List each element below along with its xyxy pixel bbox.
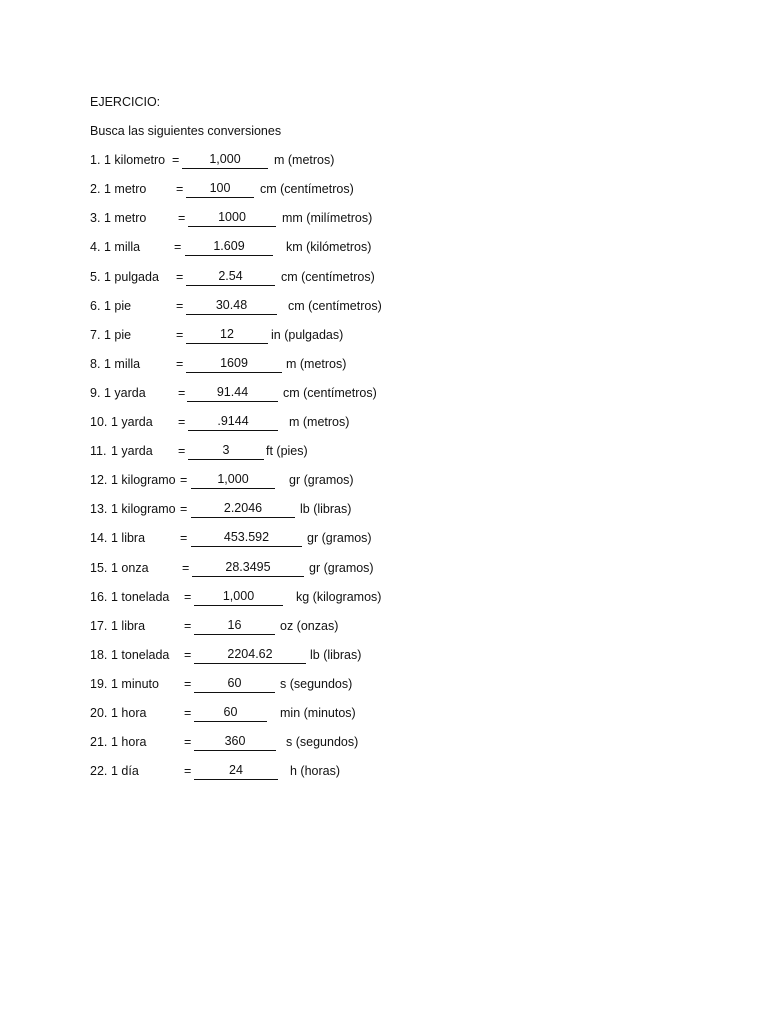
conversion-row bbox=[90, 733, 710, 751]
document-content bbox=[90, 93, 710, 791]
exercise-instruction: Busca las siguientes conversiones bbox=[90, 124, 282, 139]
equals-sign: = bbox=[178, 385, 186, 400]
row-number: 19. bbox=[90, 676, 108, 691]
equals-sign: = bbox=[182, 560, 190, 575]
target-unit: lb (libras) bbox=[310, 647, 362, 662]
answer-blank bbox=[191, 500, 295, 518]
row-number: 6. bbox=[90, 298, 101, 313]
target-unit: oz (onzas) bbox=[280, 618, 339, 633]
source-unit: 1 onza bbox=[111, 560, 149, 575]
row-number: 21. bbox=[90, 735, 108, 750]
equals-sign: = bbox=[184, 676, 192, 691]
conversion-row bbox=[90, 617, 710, 635]
equals-sign: = bbox=[180, 531, 188, 546]
equals-sign: = bbox=[176, 298, 184, 313]
row-number: 7. bbox=[90, 327, 101, 342]
target-unit: gr (gramos) bbox=[289, 473, 354, 488]
row-number: 18. bbox=[90, 647, 108, 662]
answer-value: 28.3495 bbox=[225, 559, 271, 574]
conversion-row bbox=[90, 413, 710, 431]
answer-value: 1609 bbox=[220, 355, 248, 370]
answer-value: .9144 bbox=[217, 414, 249, 429]
equals-sign: = bbox=[176, 327, 184, 342]
conversion-row bbox=[90, 646, 710, 664]
equals-sign: = bbox=[184, 647, 192, 662]
source-unit: 1 pulgada bbox=[104, 269, 159, 284]
target-unit: h (horas) bbox=[290, 764, 341, 779]
source-unit: 1 libra bbox=[111, 618, 146, 633]
row-number: 22. bbox=[90, 764, 108, 779]
target-unit: cm (centímetros) bbox=[281, 269, 375, 284]
equals-sign: = bbox=[184, 589, 192, 604]
target-unit: in (pulgadas) bbox=[271, 327, 344, 342]
source-unit: 1 kilometro bbox=[104, 153, 166, 168]
conversion-row bbox=[90, 151, 710, 169]
answer-blank bbox=[188, 442, 264, 460]
source-unit: 1 kilogramo bbox=[111, 473, 176, 488]
answer-blank bbox=[186, 268, 275, 286]
answer-value: 100 bbox=[209, 181, 231, 196]
target-unit: mm (milímetros) bbox=[282, 211, 373, 226]
answer-value: 1.609 bbox=[213, 239, 245, 254]
source-unit: 1 yarda bbox=[111, 444, 153, 459]
answer-blank bbox=[188, 209, 276, 227]
source-unit: 1 milla bbox=[104, 240, 141, 255]
answer-blank bbox=[194, 733, 276, 751]
answer-blank bbox=[192, 559, 304, 577]
exercise-title: EJERCICIO: bbox=[90, 95, 161, 109]
source-unit: 1 hora bbox=[111, 735, 147, 750]
source-unit: 1 tonelada bbox=[111, 589, 170, 604]
equals-sign: = bbox=[178, 444, 186, 459]
conversion-row bbox=[90, 326, 710, 344]
row-number: 3. bbox=[90, 211, 101, 226]
target-unit: lb (libras) bbox=[300, 502, 352, 517]
source-unit: 1 hora bbox=[111, 705, 147, 720]
answer-value: 12 bbox=[220, 326, 234, 341]
target-unit: cm (centímetros) bbox=[283, 385, 377, 400]
equals-sign: = bbox=[184, 705, 192, 720]
answer-value: 2.54 bbox=[218, 268, 243, 283]
row-number: 10. bbox=[90, 415, 108, 430]
row-number: 1. bbox=[90, 153, 101, 168]
equals-sign: = bbox=[178, 211, 186, 226]
source-unit: 1 libra bbox=[111, 531, 146, 546]
answer-blank bbox=[186, 355, 282, 373]
source-unit: 1 minuto bbox=[111, 676, 159, 691]
row-number: 4. bbox=[90, 240, 101, 255]
answer-value: 30.48 bbox=[215, 297, 248, 312]
answer-value: 1,000 bbox=[209, 152, 241, 167]
conversion-row bbox=[90, 355, 710, 373]
row-number: 2. bbox=[90, 182, 101, 197]
answer-blank bbox=[194, 762, 278, 780]
answer-blank bbox=[186, 326, 268, 344]
conversion-row bbox=[90, 559, 710, 577]
answer-value: 1,000 bbox=[222, 588, 255, 603]
equals-sign: = bbox=[174, 240, 182, 255]
answer-value: 360 bbox=[224, 734, 246, 749]
target-unit: ft (pies) bbox=[266, 444, 308, 459]
target-unit: s (segundos) bbox=[286, 735, 359, 750]
answer-blank bbox=[191, 529, 302, 547]
answer-blank bbox=[194, 646, 306, 664]
equals-sign: = bbox=[176, 356, 184, 371]
answer-value: 1000 bbox=[218, 210, 246, 225]
equals-sign: = bbox=[172, 153, 180, 168]
answer-value: 453.592 bbox=[223, 530, 270, 545]
conversion-row bbox=[90, 471, 710, 489]
conversion-row bbox=[90, 588, 710, 606]
answer-blank bbox=[191, 471, 275, 489]
source-unit: 1 pie bbox=[104, 327, 132, 342]
equals-sign: = bbox=[178, 415, 186, 430]
answer-blank bbox=[188, 413, 278, 431]
row-number: 15. bbox=[90, 560, 108, 575]
row-number: 9. bbox=[90, 385, 101, 400]
source-unit: 1 metro bbox=[104, 211, 147, 226]
answer-value: 3 bbox=[222, 443, 230, 458]
source-unit: 1 pie bbox=[104, 298, 132, 313]
conversion-row bbox=[90, 675, 710, 693]
row-number: 14. bbox=[90, 531, 108, 546]
conversion-row bbox=[90, 238, 710, 256]
conversion-row bbox=[90, 442, 710, 460]
equals-sign: = bbox=[184, 618, 192, 633]
target-unit: min (minutos) bbox=[280, 705, 356, 720]
target-unit: m (metros) bbox=[289, 415, 350, 430]
conversion-row bbox=[90, 297, 710, 315]
answer-blank bbox=[186, 180, 254, 198]
answer-value: 60 bbox=[223, 704, 238, 719]
target-unit: gr (gramos) bbox=[307, 531, 372, 546]
conversion-list bbox=[90, 151, 710, 780]
equals-sign: = bbox=[176, 269, 184, 284]
source-unit: 1 yarda bbox=[104, 385, 146, 400]
row-number: 8. bbox=[90, 356, 101, 371]
answer-value: 16 bbox=[227, 617, 242, 632]
source-unit: 1 kilogramo bbox=[111, 502, 176, 517]
source-unit: 1 yarda bbox=[111, 415, 153, 430]
target-unit: cm (centímetros) bbox=[260, 182, 354, 197]
conversion-row bbox=[90, 384, 710, 402]
conversion-row bbox=[90, 268, 710, 286]
target-unit: s (segundos) bbox=[280, 676, 353, 691]
answer-blank bbox=[194, 617, 275, 635]
row-number: 16. bbox=[90, 589, 108, 604]
conversion-row bbox=[90, 500, 710, 518]
source-unit: 1 día bbox=[111, 764, 139, 779]
target-unit: km (kilómetros) bbox=[286, 240, 372, 255]
conversion-row bbox=[90, 762, 710, 780]
answer-value: 24 bbox=[229, 763, 243, 778]
answer-blank bbox=[194, 704, 267, 722]
equals-sign: = bbox=[180, 473, 188, 488]
row-number: 11. bbox=[90, 444, 107, 459]
row-number: 13. bbox=[90, 502, 108, 517]
answer-value: 60 bbox=[227, 675, 242, 690]
answer-blank bbox=[182, 151, 268, 169]
target-unit: m (metros) bbox=[286, 356, 347, 371]
conversion-row bbox=[90, 209, 710, 227]
conversion-row bbox=[90, 180, 710, 198]
source-unit: 1 milla bbox=[104, 356, 141, 371]
answer-blank bbox=[194, 675, 275, 693]
answer-blank bbox=[185, 238, 273, 256]
source-unit: 1 metro bbox=[104, 182, 147, 197]
answer-value: 1,000 bbox=[217, 472, 249, 487]
answer-blank bbox=[194, 588, 283, 606]
equals-sign: = bbox=[180, 502, 188, 517]
answer-blank bbox=[187, 384, 278, 402]
equals-sign: = bbox=[176, 182, 184, 197]
target-unit: cm (centímetros) bbox=[288, 298, 382, 313]
answer-value: 91.44 bbox=[216, 384, 249, 399]
source-unit: 1 tonelada bbox=[111, 647, 170, 662]
conversion-row bbox=[90, 704, 710, 722]
row-number: 17. bbox=[90, 618, 108, 633]
answer-value: 2.2046 bbox=[223, 501, 263, 516]
target-unit: gr (gramos) bbox=[309, 560, 374, 575]
answer-blank bbox=[186, 297, 277, 315]
equals-sign: = bbox=[184, 735, 192, 750]
row-number: 5. bbox=[90, 269, 101, 284]
row-number: 12. bbox=[90, 473, 108, 488]
target-unit: m (metros) bbox=[274, 153, 335, 168]
row-number: 20. bbox=[90, 705, 108, 720]
answer-value: 2204.62 bbox=[227, 646, 273, 661]
target-unit: kg (kilogramos) bbox=[296, 589, 382, 604]
equals-sign: = bbox=[184, 764, 192, 779]
conversion-row bbox=[90, 529, 710, 547]
